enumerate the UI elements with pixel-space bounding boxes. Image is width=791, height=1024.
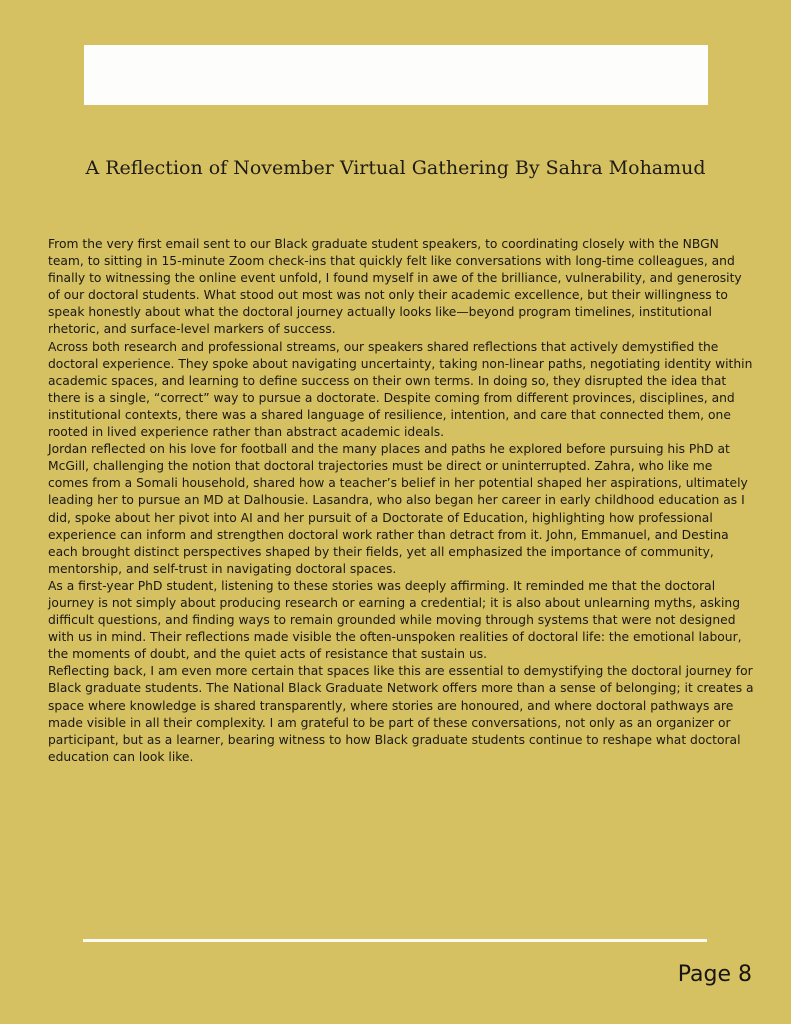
paragraph-3: Jordan reflected on his love for football and the many places and paths he explored before pursuing his PhD at McGill, challenging the notion that doctoral trajectories must be direct or uninterrupted. Zahra, who like me comes from a Somali household, shared how a teacher’s belief in her potential shaped her aspirations, ultimately leading her to pursue an MD at Dalhousie. Lasandra, who also began her career in early childhood education as I did, spoke about her pivot into AI and her pursuit of a Doctorate of Education, highlighting how professional experience can inform and strengthen doctoral work rather than detract from it. John, Emmanuel, and Destina each brought distinct perspectives shaped by their fields, yet all emphasized the importance of community, mentorship, and self-trust in navigating doctoral spaces. — [48, 442, 748, 576]
paragraph-5: Reflecting back, I am even more certain that spaces like this are essential to demystifying the doctoral journey for Black graduate students. The National Black Graduate Network offers more than a sense of belonging; it creates a space where knowledge is shared transparently, where stories are honoured, and where doctoral pathways are made visible in all their complexity. I am grateful to be part of these conversations, not only as an organizer or participant, but as a learner, bearing witness to how Black graduate students continue to reshape what doctoral education can look like. — [48, 664, 754, 764]
paragraph-2: Across both research and professional streams, our speakers shared reflections that actively demystified the doctoral experience. They spoke about navigating uncertainty, taking non-linear paths, negotiating identity within academic spaces, and learning to define success on their own terms. In doing so, they disrupted the idea that there is a single, “correct” way to pursue a doctorate. Despite coming from different provinces, disciplines, and institutional contexts, there was a shared language of resilience, intention, and care that connected them, one rooted in lived experience rather than abstract academic ideals. — [48, 339, 753, 440]
paragraph-4: As a first-year PhD student, listening to these stories was deeply affirming. It reminded me that the doctoral journey is not simply about producing research or earning a credential; it is also about unlearning myths, asking difficult questions, and finding ways to remain grounded while moving through systems that were not designed with us in mind. Their reflections made visible the often-unspoken realities of doctoral life: the emotional labour, the moments of doubt, and the quiet acts of resistance that sustain us. — [48, 578, 742, 662]
footer-divider — [83, 939, 707, 942]
article-body — [48, 236, 756, 766]
paragraph-1: From the very first email sent to our Black graduate student speakers, to coordinating closely with the NBGN team, to sitting in 15-minute Zoom check-ins that quickly felt like conversations with long-time colleagues, and finally to witnessing the online event unfold, I found myself in awe of the brilliance, vulnerability, and generosity of our doctoral students. What stood out most was not only their academic excellence, but their willingness to speak honestly about what the doctoral journey actually looks like—beyond program timelines, institutional rhetoric, and surface-level markers of success. — [48, 237, 742, 337]
header-image-placeholder — [84, 45, 708, 105]
page-title: A Reflection of November Virtual Gathering By Sahra Mohamud — [85, 157, 706, 179]
page-number: Page 8 — [677, 962, 752, 987]
